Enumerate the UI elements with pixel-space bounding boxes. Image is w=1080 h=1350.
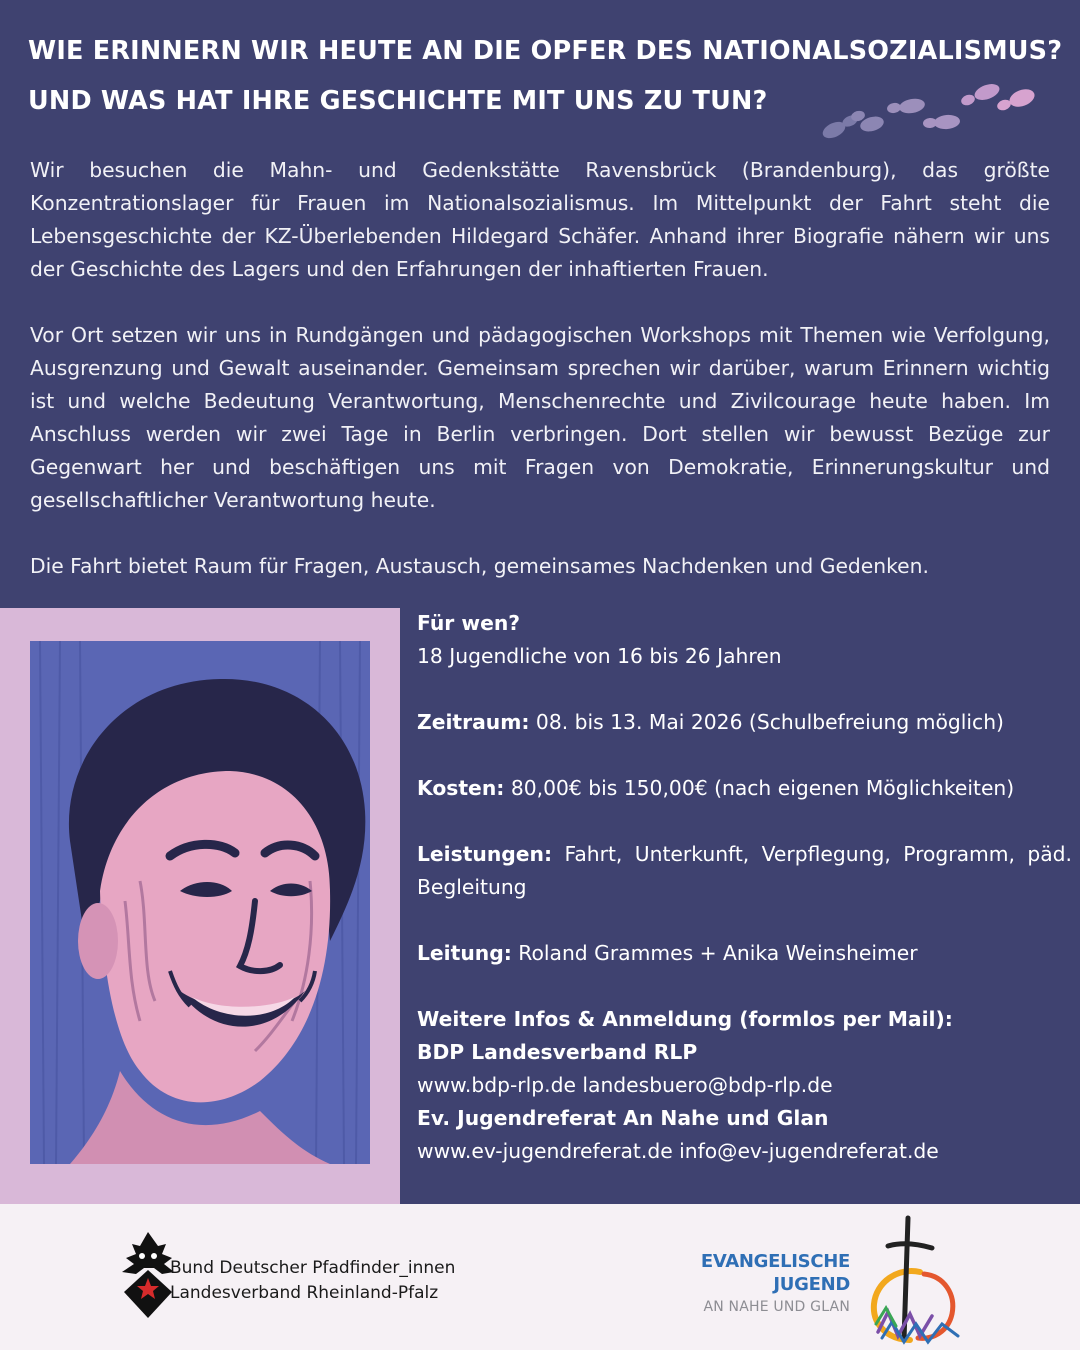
footer: [0, 1204, 1080, 1350]
org1-name: BDP Landesverband RLP: [417, 1040, 698, 1064]
more-label: Weitere Infos & Anmeldung (formlos per Mail):: [417, 1007, 953, 1031]
info-panel: [417, 607, 1072, 1168]
ev-jugend-text: [660, 1250, 850, 1318]
audience-label: Für wen?: [417, 611, 521, 635]
intro-paragraph-1: Wir besuchen die Mahn- und Gedenkstätte Ravensbrück (Brandenburg), das größte Konzentrationslager für Frauen im Nationalsozialismus. Im Mittelpunkt der Fahrt steht die Lebensgeschichte der KZ-Überlebenden Hildegard Schäfer. Anhand ihrer Biografie nähern wir uns der Geschichte des Lagers und den Erfahrungen der inhaftierten Frauen.: [30, 158, 1050, 281]
bdp-text: [170, 1256, 455, 1306]
info-services: [417, 838, 1072, 904]
headline-line-2: UND WAS HAT IHRE GESCHICHTE MIT UNS ZU TUN?: [28, 86, 768, 116]
intro-paragraph-2: Vor Ort setzen wir uns in Rundgängen und pädagogischen Workshops mit Themen wie Verfolgung, Ausgrenzung und Gewalt auseinander. Gemeinsam sprechen wir darüber, warum Erinnern wichtig ist und welche Bedeutung Verantwortung, Menschenrechte und Zivilcourage heute haben. Im Anschluss werden wir zwei Tage in Berlin verbringen. Dort stellen wir bewusst Bezüge zur Gegenwart her und beschäftigen uns mit Fragen von Demokratie, Erinnerungskultur und gesellschaftlicher Verantwortung heute.: [30, 323, 1050, 512]
portrait-frame: [0, 608, 400, 1204]
audience-value: 18 Jugendliche von 16 bis 26 Jahren: [417, 644, 782, 668]
ev-jugend-logo-icon: [858, 1212, 968, 1348]
ev-line-1: EVANGELISCHE: [700, 1251, 850, 1272]
cost-label: Kosten:: [417, 776, 505, 800]
ev-line-3: AN NAHE UND GLAN: [703, 1299, 850, 1315]
intro-paragraph-3: Die Fahrt bietet Raum für Fragen, Austausch, gemeinsames Nachdenken und Gedenken.: [30, 554, 929, 578]
headline-line-1: WIE ERINNERN WIR HEUTE AN DIE OPFER DES NATIONALSOZIALISMUS?: [28, 36, 1063, 66]
services-value: Fahrt, Unterkunft, Verpflegung, Programm, päd. Begleitung: [417, 842, 1072, 899]
period-value: 08. bis 13. Mai 2026 (Schulbefreiung möglich): [529, 710, 1004, 734]
org2-contact[interactable]: www.ev-jugendreferat.de info@ev-jugendreferat.de: [417, 1139, 939, 1163]
period-label: Zeitraum:: [417, 710, 530, 734]
cost-value: 80,00€ bis 150,00€ (nach eigenen Möglichkeiten): [504, 776, 1015, 800]
bdp-line-1: Bund Deutscher Pfadfinder_innen: [170, 1258, 456, 1278]
lead-label: Leitung:: [417, 941, 512, 965]
info-lead: [417, 937, 1072, 970]
footprints-icon: [812, 78, 1042, 148]
org2-name: Ev. Jugendreferat An Nahe und Glan: [417, 1106, 829, 1130]
portrait-linocut: [30, 641, 370, 1164]
info-period: [417, 706, 1072, 739]
info-audience: [417, 607, 1072, 673]
services-label: Leistungen:: [417, 842, 553, 866]
info-contact: [417, 1003, 1072, 1168]
ev-line-2: JUGEND: [773, 1274, 850, 1295]
bdp-line-2: Landesverband Rheinland-Pfalz: [170, 1283, 439, 1303]
org1-contact[interactable]: www.bdp-rlp.de landesbuero@bdp-rlp.de: [417, 1073, 833, 1097]
info-cost: [417, 772, 1072, 805]
lead-value: Roland Grammes + Anika Weinsheimer: [511, 941, 918, 965]
bdp-logo-icon: [118, 1228, 178, 1320]
intro-text: [30, 154, 1050, 583]
